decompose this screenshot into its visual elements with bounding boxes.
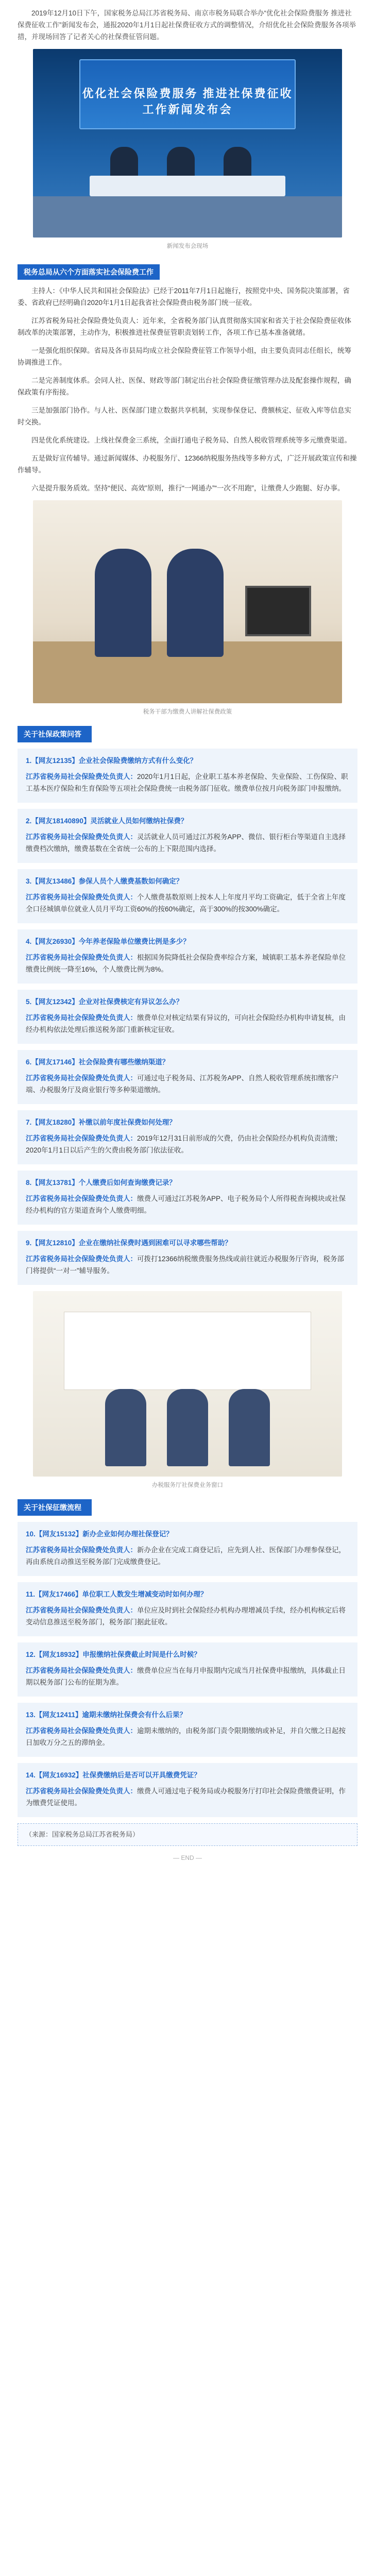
source-note: （来源：国家税务总局江苏省税务局） (18, 1823, 357, 1846)
qa-question: 4.【网友26930】今年养老保险单位缴费比例是多少？ (26, 938, 190, 945)
qa-answer (26, 1132, 349, 1156)
qa-answer-text: 灵活就业人员可通过江苏税务APP、微信、银行柜台等渠道自主选择缴费档次缴纳，缴费基数在全省统一公布的上下限范围内选择。 (26, 833, 346, 853)
qa-item (18, 1763, 357, 1817)
qa-responder: 江苏省税务局社会保险费处负责人： (26, 1546, 137, 1554)
qa-question: 12.【网友18932】申报缴纳社保费截止时间是什么时候？ (26, 1651, 201, 1658)
qa-answer (26, 1665, 349, 1688)
qa-responder: 江苏省税务局社会保险费处负责人： (26, 773, 137, 781)
qa-responder: 江苏省税务局社会保险费处负责人： (26, 1074, 137, 1082)
qa-answer-text: 2019年12月31日前形成的欠费，仍由社会保险经办机构负责清缴；2020年1月1日以后产生的欠费由税务部门依法征收。 (26, 1134, 342, 1154)
qa-question: 1.【网友12135】企业社会保险费缴纳方式有什么变化？ (26, 757, 197, 765)
qa-answer-text: 缴费单位应当在每月申报期内完成当月社保费申报缴纳，具体截止日期以税务部门公布的征期为准。 (26, 1667, 346, 1686)
qa-answer (26, 891, 349, 915)
qa-question: 14.【网友16932】社保费缴纳后是否可以开具缴费凭证？ (26, 1771, 201, 1779)
qa-answer-text: 2020年1月1日起，企业职工基本养老保险、失业保险、工伤保险、职工基本医疗保险和生育保险等五项社会保险费统一由税务部门征收。缴费单位按月向税务部门申报缴纳。 (26, 773, 348, 792)
qa-item (18, 1050, 357, 1104)
qa-question: 7.【网友18280】补缴以前年度社保费如何处理？ (26, 1118, 176, 1126)
staff-figure (229, 1389, 270, 1466)
qa-item (18, 749, 357, 803)
qa-item (18, 929, 357, 984)
qa-item (18, 869, 357, 923)
section-paragraph: 主持人：《中华人民共和国社会保险法》已经于2011年7月1日起施行，按照党中央、国务院决策部署，省委、省政府已经明确自2020年1月1日起我省社会保险费由税务部门统一征收。 (18, 287, 350, 307)
qa-responder: 江苏省税务局社会保险费处负责人： (26, 1134, 137, 1142)
qa-answer-text: 单位应及时到社会保险经办机构办理增减员手续，经办机构核定后将变动信息推送至税务部门，税务部门据此征收。 (26, 1606, 346, 1626)
qa-answer (26, 771, 349, 794)
qa-question: 2.【网友18140890】灵活就业人员如何缴纳社保费？ (26, 817, 188, 825)
section-paragraph: 三是加强部门协作。与人社、医保部门建立数据共享机制，实现参保登记、费额核定、征收入库等信息实时交换。 (18, 406, 351, 426)
qa-question: 9.【网友12810】企业在缴纳社保费时遇到困难可以寻求哪些帮助？ (26, 1239, 232, 1247)
qa-question: 10.【网友15132】新办企业如何办理社保登记？ (26, 1530, 173, 1538)
qa-answer-text: 缴费人可通过电子税务局或办税服务厅打印社会保险费缴费证明，作为缴费凭证使用。 (26, 1787, 346, 1807)
qa-responder: 江苏省税务局社会保险费处负责人： (26, 1606, 137, 1614)
section-paragraph: 江苏省税务局社会保险费处负责人：近年来，全省税务部门认真贯彻落实国家和省关于社会保险费征收体制改革的决策部署，主动作为，积极推进社保费征管职责划转工作，各项工作已基本准备就绪。 (18, 317, 351, 336)
qa-answer-text: 缴费人可通过江苏税务APP、电子税务局个人所得税查询模块或社保经办机构的官方渠道查询个人缴费明细。 (26, 1195, 346, 1214)
qa-answer (26, 1604, 349, 1628)
qa-responder: 江苏省税务局社会保险费处负责人： (26, 1787, 137, 1795)
qa-answer (26, 1785, 349, 1809)
officer-figure (167, 549, 224, 657)
qa-answer-text: 缴费单位对核定结果有异议的，可向社会保险经办机构申请复核，由经办机构依法处理后推送税务部门重新核定征收。 (26, 1014, 346, 1033)
photo-caption: 税务干部为缴费人讲解社保费政策 (143, 709, 232, 715)
qa-answer-text: 新办企业在完成工商登记后，应先到人社、医保部门办理参保登记，再由系统自动推送至税务部门完成缴费登记。 (26, 1546, 346, 1566)
computer-monitor (245, 586, 311, 636)
qa-question: 3.【网友13486】参保人员个人缴费基数如何确定？ (26, 877, 183, 885)
section-paragraph: 五是做好宣传辅导。通过新闻媒体、办税服务厅、12366纳税服务热线等多种方式，广泛开展政策宣传和操作辅导。 (18, 454, 357, 474)
qa-item (18, 990, 357, 1044)
qa-responder: 江苏省税务局社会保险费处负责人： (26, 893, 137, 901)
qa-item (18, 1231, 357, 1285)
qa-item (18, 1642, 357, 1697)
qa-question: 6.【网友17146】社会保险费有哪些缴纳渠道？ (26, 1058, 169, 1066)
qa-question: 5.【网友12342】企业对社保费核定有异议怎么办？ (26, 998, 183, 1006)
qa-item (18, 1582, 357, 1636)
qa-answer-text: 可拨打12366纳税缴费服务热线或前往就近办税服务厅咨询，税务部门将提供“一对一”辅导服务。 (26, 1255, 345, 1275)
qa-answer (26, 1253, 349, 1277)
photo-caption: 办税服务厅社保费业务窗口 (152, 1482, 223, 1488)
qa-answer (26, 952, 349, 975)
service-hall-sign (64, 1312, 311, 1390)
qa-responder: 江苏省税务局社会保险费处负责人： (26, 1014, 137, 1022)
section-paragraph: 一是强化组织保障。省局及各市县局均成立社会保险费征管工作领导小组，由主要负责同志任组长，统筹协调推进工作。 (18, 347, 351, 366)
qa-responder: 江苏省税务局社会保险费处负责人： (26, 833, 137, 841)
tax-officer-photo (33, 500, 342, 703)
qa-item (18, 1703, 357, 1757)
staff-figure (105, 1389, 146, 1466)
service-hall-photo (33, 1291, 342, 1477)
section-header: 关于社保政策问答 (18, 726, 92, 742)
qa-question: 13.【网友12411】逾期未缴纳社保费会有什么后果？ (26, 1711, 187, 1719)
qa-answer-text: 可通过电子税务局、江苏税务APP、自然人税收管理系统扣缴客户端、办税服务厅及商业银行等多种渠道缴纳。 (26, 1074, 339, 1094)
qa-responder: 江苏省税务局社会保险费处负责人： (26, 954, 137, 961)
section-header: 税务总局从六个方面落实社会保险费工作 (18, 264, 160, 280)
qa-responder: 江苏省税务局社会保险费处负责人： (26, 1727, 137, 1735)
article-end-marker: — END — (173, 1854, 202, 1861)
officer-figure (95, 549, 151, 657)
qa-answer (26, 831, 349, 855)
qa-answer-text: 逾期未缴纳的，由税务部门责令限期缴纳或补足，并自欠缴之日起按日加收万分之五的滞纳金。 (26, 1727, 346, 1747)
qa-answer-text: 个人缴费基数原则上按本人上年度月平均工资确定，低于全省上年度全口径城镇单位就业人员月平均工资60%的按60%确定，高于300%的按300%确定。 (26, 893, 346, 913)
stage-screen (79, 59, 296, 129)
qa-responder: 江苏省税务局社会保险费处负责人： (26, 1195, 137, 1202)
section-paragraph: 四是优化系统建设。上线社保费金三系统，全面打通电子税务局、自然人税收管理系统等多元缴费渠道。 (31, 436, 351, 444)
qa-item (18, 809, 357, 863)
qa-item (18, 1110, 357, 1164)
press-conference-photo (33, 49, 342, 238)
qa-answer (26, 1072, 349, 1096)
qa-answer-text: 根据国务院降低社会保险费率综合方案，城镇职工基本养老保险单位缴费比例统一降至16%，个人缴费比例为8%。 (26, 954, 346, 973)
qa-answer (26, 1193, 349, 1216)
qa-answer (26, 1012, 349, 1036)
intro-paragraph: 2019年12月10日下午，国家税务总局江苏省税务局、南京市税务局联合举办“优化社会保险费服务 推进社保费征收工作”新闻发布会，通报2020年1月1日起社保费征收方式的调整情况，介绍优化社会保险费服务各项举措，并现场回答了记者关心的社保费征管问题。 (18, 9, 356, 41)
audience-area (33, 196, 342, 238)
speaker-table (90, 176, 285, 196)
qa-item (18, 1522, 357, 1576)
staff-figure (167, 1389, 208, 1466)
section-paragraph: 二是完善制度体系。会同人社、医保、财政等部门制定出台社会保险费征缴管理办法及配套操作规程，确保政策有序衔接。 (18, 377, 351, 396)
qa-question: 11.【网友17466】单位职工人数发生增减变动时如何办理？ (26, 1590, 208, 1598)
photo-caption: 新闻发布会现场 (166, 243, 209, 249)
qa-question: 8.【网友13781】个人缴费后如何查询缴费记录？ (26, 1179, 176, 1187)
qa-responder: 江苏省税务局社会保险费处负责人： (26, 1667, 137, 1674)
section-header: 关于社保征缴流程 (18, 1499, 92, 1516)
qa-answer (26, 1544, 349, 1568)
qa-item (18, 1171, 357, 1225)
section-paragraph: 六是提升服务质效。坚持“便民、高效”原则，推行“一网通办”“一次不用跑”，让缴费人少跑腿、好办事。 (31, 484, 345, 492)
qa-responder: 江苏省税务局社会保险费处负责人： (26, 1255, 137, 1263)
qa-answer (26, 1725, 349, 1749)
stage-screen-title: 优化社会保险费服务 推进社保费征收工作新闻发布会 (82, 87, 293, 116)
